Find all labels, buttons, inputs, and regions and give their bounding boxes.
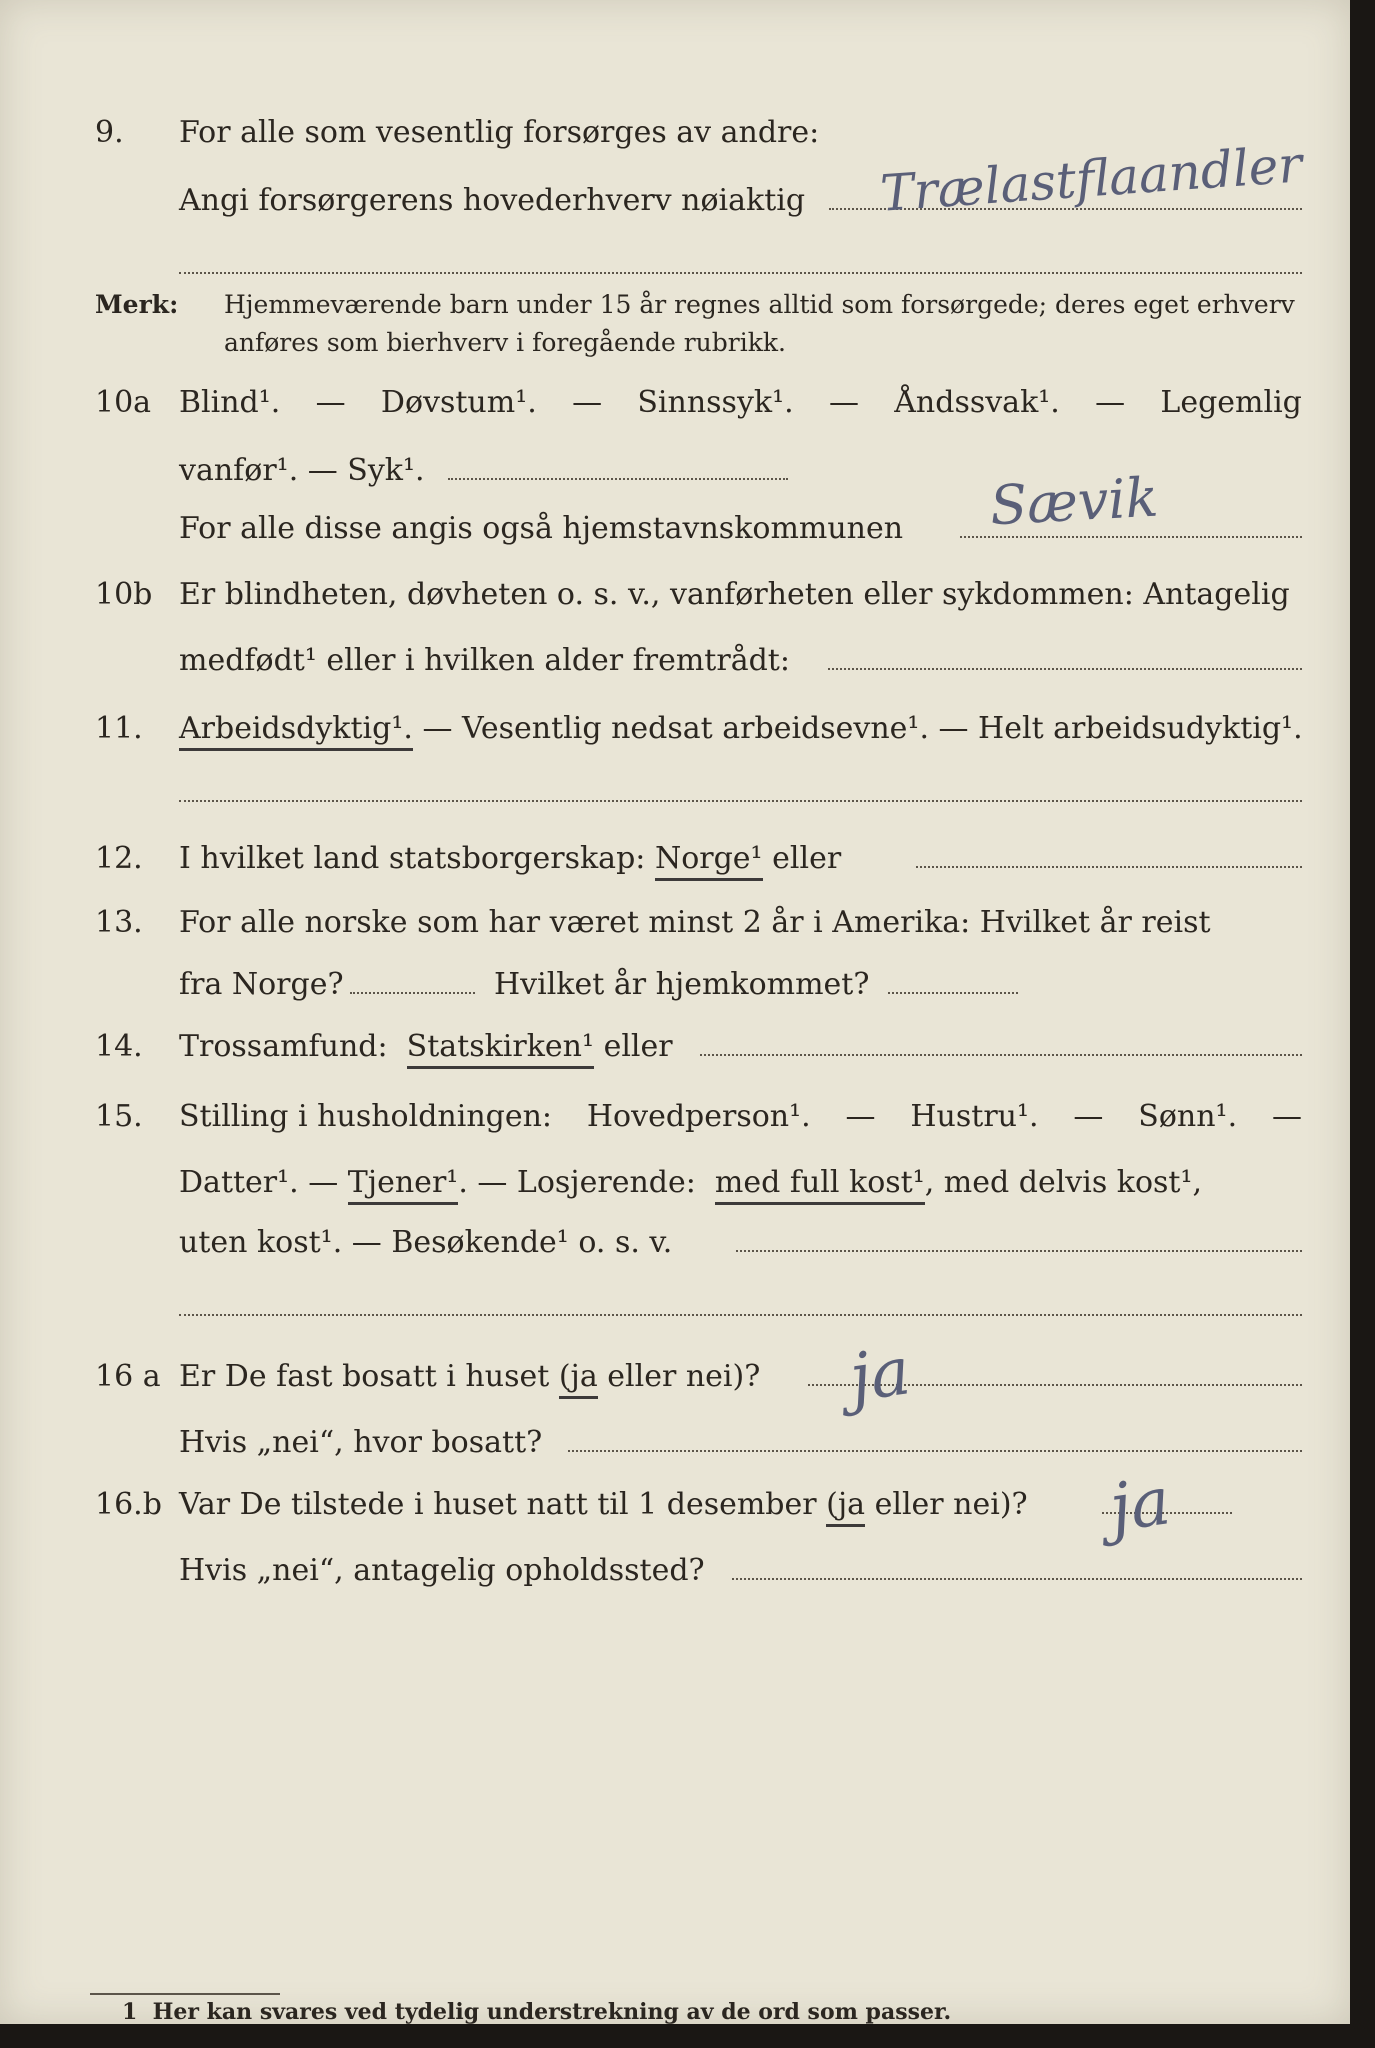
q15-option-datter: Datter¹. —	[179, 1165, 339, 1200]
q16b-number: 16.b	[95, 1487, 162, 1522]
q9-line-2: Angi forsørgerens hovederhverv nøiaktig	[179, 183, 806, 218]
q16b-eller-nei: eller nei)?	[874, 1487, 1028, 1522]
q16a-where-line	[568, 1450, 1302, 1452]
q16b-question: Var De tilstede i huset natt til 1 desember	[179, 1487, 817, 1522]
q13-year-returned-line	[888, 992, 1018, 994]
q9-number: 9.	[95, 115, 124, 150]
q11-text	[179, 704, 1303, 754]
q10a-options	[179, 378, 1302, 428]
q11-number: 11.	[95, 711, 143, 746]
q16b-line-2: Hvis „nei“, antagelig opholdssted?	[179, 1553, 705, 1588]
q16a-row-2	[0, 1418, 1350, 1468]
merk-label: Merk:	[95, 290, 179, 319]
q10a-option-legemlig: Legemlig	[1160, 385, 1302, 420]
q16a-row-1	[0, 1352, 1350, 1402]
q10a-dash-1: —	[315, 385, 346, 420]
q12-option-norge-underlined: Norge¹	[655, 841, 763, 881]
q10a-dash-4: —	[1095, 385, 1126, 420]
q15-row-2	[0, 1158, 1350, 1208]
q14-row	[0, 1022, 1350, 1072]
q14-option-statskirken-underlined: Statskirken¹	[407, 1029, 594, 1069]
merk-line-2: anføres som bierhverv i foregående rubrikk.	[224, 328, 786, 357]
q9-line-1: For alle som vesentlig forsørges av andre:	[179, 115, 820, 150]
q15-dash-2: —	[1073, 1099, 1104, 1134]
q10b-answer-line	[828, 668, 1302, 670]
q14-number: 14.	[95, 1029, 143, 1064]
q10a-dash-2: —	[572, 385, 603, 420]
q11-rest: — Vesentlig nedsat arbeidsevne¹. — Helt arbeidsudyktig¹.	[422, 711, 1303, 746]
q11-option-arbeidsdyktig-underlined: Arbeidsdyktig¹.	[179, 711, 413, 751]
q15-option-full-kost-underlined: med full kost¹	[715, 1165, 925, 1205]
q15-row-1	[0, 1092, 1350, 1142]
q15-dash-3: —	[1271, 1099, 1302, 1134]
q12-text	[179, 834, 841, 884]
q15-option-hustru: Hustru¹.	[910, 1099, 1039, 1134]
q16b-where-line	[732, 1578, 1302, 1580]
q10a-dash-3: —	[828, 385, 859, 420]
q12-row	[0, 834, 1350, 884]
q10b-line-1: Er blindheten, døvheten o. s. v., vanførheten eller sykdommen: Antagelig	[179, 577, 1290, 612]
q15-option-tjener-underlined: Tjener¹	[348, 1165, 459, 1205]
q10a-option-sinnssyk: Sinnssyk¹.	[637, 385, 794, 420]
q16a-line-2: Hvis „nei“, hvor bosatt?	[179, 1425, 543, 1460]
q10a-line-2: vanfør¹. — Syk¹.	[179, 453, 425, 488]
q13-row-1	[0, 898, 1350, 948]
q10a-handwritten-answer: Sævik	[988, 465, 1160, 538]
q12-eller: eller	[772, 841, 842, 876]
footnote-text: Her kan svares ved tydelig understrekning av de ord som passer.	[152, 1999, 952, 2025]
q14-answer-line	[700, 1054, 1302, 1056]
q10a-syk-line	[448, 478, 788, 480]
q16a-option-ja-underlined: (ja	[559, 1359, 598, 1399]
q10a-row-1	[0, 378, 1350, 428]
q16b-option-ja-underlined: (ja	[826, 1487, 865, 1527]
q14-text	[179, 1022, 673, 1072]
q14-eller: eller	[603, 1029, 673, 1064]
q10a-line-3: For alle disse angis også hjemstavnskommunen	[179, 511, 904, 546]
q10b-number: 10b	[95, 577, 153, 612]
q12-number: 12.	[95, 841, 143, 876]
q10a-option-blind: Blind¹.	[179, 385, 281, 420]
q13-row-2	[0, 960, 1350, 1010]
q16a-number: 16 a	[95, 1359, 161, 1394]
q13-year-left-line	[350, 992, 475, 994]
q12-answer-line	[916, 866, 1302, 868]
q10a-option-andssvak: Åndssvak¹.	[894, 385, 1060, 420]
q9-extra-line	[179, 272, 1302, 274]
q10b-row-1	[0, 570, 1350, 620]
q16a-line-1	[179, 1352, 760, 1402]
q15-line-3: uten kost¹. — Besøkende¹ o. s. v.	[179, 1225, 673, 1260]
q16a-question: Er De fast bosatt i huset	[179, 1359, 550, 1394]
q15-option-hovedperson: Hovedperson¹.	[586, 1099, 811, 1134]
q9-handwritten-answer: Trælastflaandler	[878, 135, 1304, 223]
q15-extra-line	[179, 1314, 1302, 1316]
q15-line-2	[179, 1158, 1202, 1208]
footnote	[122, 1998, 951, 2026]
q16b-line-1	[179, 1480, 1028, 1530]
q15-dash-1: —	[845, 1099, 876, 1134]
q15-option-sonn: Sønn¹.	[1138, 1099, 1238, 1134]
q10a-number: 10a	[95, 385, 152, 420]
q13-line-2a: fra Norge?	[179, 967, 344, 1002]
q10b-line-2: medfødt¹ eller i hvilken alder fremtrådt:	[179, 643, 790, 678]
q11-row	[0, 704, 1350, 754]
q13-line-2b: Hvilket år hjemkommet?	[494, 967, 870, 1002]
q16b-handwritten-answer: ja	[1104, 1462, 1175, 1547]
q15-losjerende: . — Losjerende:	[458, 1165, 696, 1200]
q12-question: I hvilket land statsborgerskap:	[179, 841, 646, 876]
q15-number: 15.	[95, 1099, 143, 1134]
q15-row-3	[0, 1218, 1350, 1268]
q15-question: Stilling i husholdningen:	[179, 1099, 553, 1134]
q16a-eller-nei: eller nei)?	[607, 1359, 761, 1394]
merk-line-1: Hjemmeværende barn under 15 år regnes alltid som forsørgede; deres eget erhverv	[224, 290, 1295, 319]
footnote-mark: 1	[122, 1999, 138, 2025]
q15-delvis-kost: , med delvis kost¹,	[924, 1165, 1203, 1200]
q14-question: Trossamfund:	[179, 1029, 388, 1064]
q15-answer-line	[736, 1250, 1302, 1252]
footnote-rule	[90, 1993, 280, 1995]
q16b-row-2	[0, 1546, 1350, 1596]
q13-number: 13.	[95, 905, 143, 940]
q15-options	[179, 1092, 1302, 1142]
q16a-handwritten-answer: ja	[844, 1332, 915, 1417]
q10b-row-2	[0, 636, 1350, 686]
q10a-option-dovstum: Døvstum¹.	[380, 385, 537, 420]
q13-line-1: For alle norske som har været minst 2 år i Amerika: Hvilket år reist	[179, 905, 1211, 940]
q11-extra-line	[179, 800, 1302, 802]
